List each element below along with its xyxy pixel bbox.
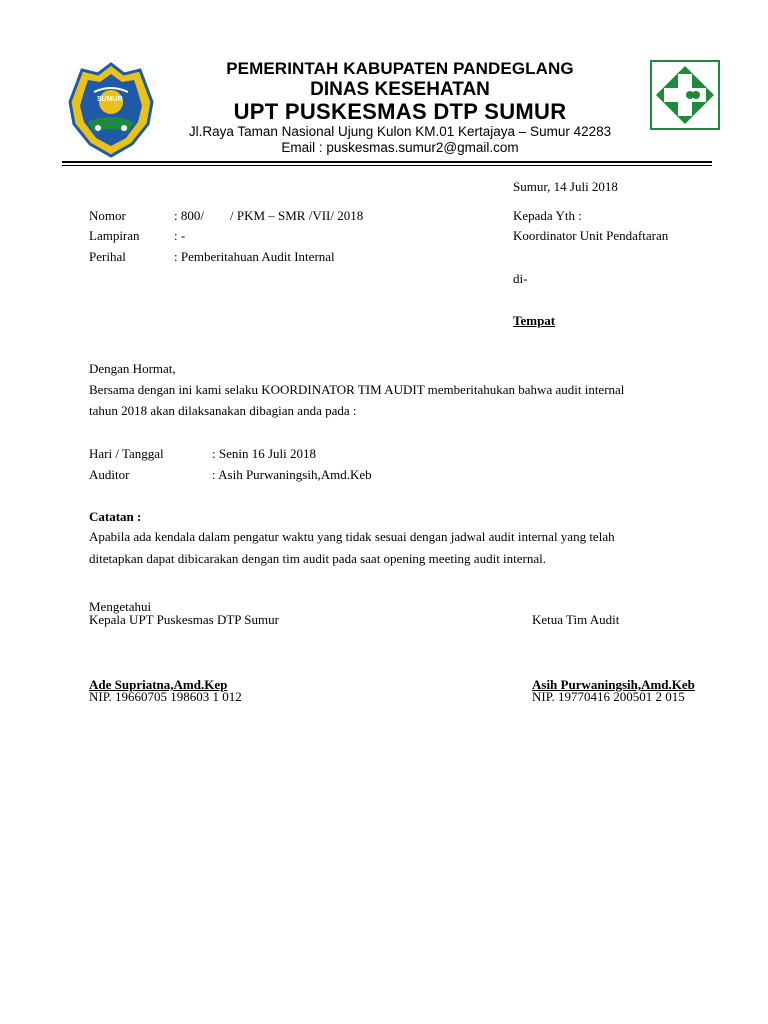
detail-value-auditor: : Asih Purwaningsih,Amd.Keb <box>212 467 372 482</box>
header-address: Jl.Raya Taman Nasional Ujung Kulon KM.01 Kertajaya – Sumur 42283 <box>188 124 612 139</box>
header-government: PEMERINTAH KABUPATEN PANDEGLANG <box>226 59 574 78</box>
body-line-1: Bersama dengan ini kami selaku KOORDINATOR TIM AUDIT memberitahukan bahwa audit internal <box>89 382 625 397</box>
meta-value-perihal: : Pemberitahuan Audit Internal <box>174 249 335 264</box>
body-line-2: tahun 2018 akan dilaksanakan dibagian anda pada : <box>89 403 357 418</box>
sign-right-nip: NIP. 19770416 200501 2 015 <box>532 689 685 704</box>
sign-right-name: Asih Purwaningsih,Amd.Keb <box>532 677 695 692</box>
header-divider-thick <box>62 161 712 163</box>
header-department: DINAS KESEHATAN <box>310 79 490 100</box>
note-line-1: Apabila ada kendala dalam pengatur waktu yang tidak sesuai dengan jadwal audit internal yang telah <box>89 529 615 544</box>
sign-left-name: Ade Supriatna,Amd.Kep <box>89 677 228 692</box>
meta-value-nomor: : 800/ / PKM – SMR /VII/ 2018 <box>174 208 364 223</box>
meta-value-lampiran: : - <box>174 228 186 243</box>
header-email: Email : puskesmas.sumur2@gmail.com <box>281 140 519 155</box>
recipient-to: Kepada Yth : <box>513 208 582 223</box>
sign-right-title: Ketua Tim Audit <box>532 612 620 627</box>
header-divider-thin <box>62 165 712 166</box>
note-line-2: ditetapkan dapat dibicarakan dengan tim audit pada saat opening meeting audit internal. <box>89 551 547 566</box>
meta-label-nomor: Nomor <box>89 208 126 223</box>
sign-left-pre: Mengetahui <box>89 599 152 614</box>
note-title: Catatan : <box>89 509 142 524</box>
detail-value-date: : Senin 16 Juli 2018 <box>212 446 317 461</box>
meta-label-perihal: Perihal <box>89 249 126 264</box>
place-date: Sumur, 14 Juli 2018 <box>513 179 618 194</box>
sign-left-title: Kepala UPT Puskesmas DTP Sumur <box>89 612 279 627</box>
detail-label-auditor: Auditor <box>89 467 130 482</box>
header-institution: UPT PUSKESMAS DTP SUMUR <box>233 99 567 124</box>
recipient-name: Koordinator Unit Pendaftaran <box>513 228 669 243</box>
recipient-place: Tempat <box>513 313 556 328</box>
meta-label-lampiran: Lampiran <box>89 228 140 243</box>
crest-caption: SUMUR <box>97 96 123 103</box>
greeting: Dengan Hormat, <box>89 361 176 376</box>
recipient-di: di- <box>513 271 528 286</box>
detail-label-date: Hari / Tanggal <box>89 446 164 461</box>
sign-left-nip: NIP. 19660705 198603 1 012 <box>89 689 242 704</box>
